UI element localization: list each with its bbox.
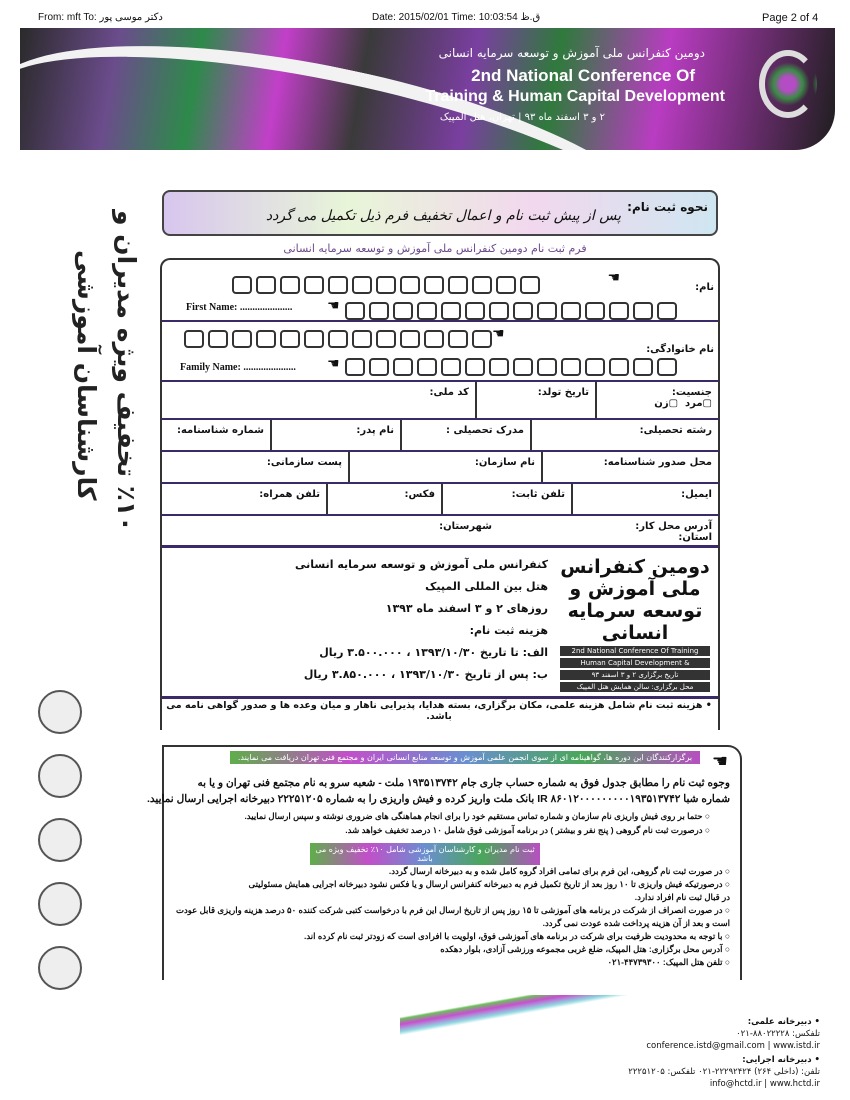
char-box[interactable] (609, 358, 629, 376)
char-box[interactable] (609, 302, 629, 320)
sponsor-logo-icon (38, 946, 82, 990)
char-box[interactable] (585, 302, 605, 320)
char-box[interactable] (424, 330, 444, 348)
gender-cell (595, 382, 718, 418)
char-box[interactable] (256, 276, 276, 294)
char-box[interactable] (352, 276, 372, 294)
char-box[interactable] (513, 302, 533, 320)
char-box[interactable] (376, 276, 396, 294)
organization-row (162, 452, 718, 484)
logo-en-1: 2nd National Conference Of Training (560, 646, 710, 656)
sci-fax: تلفکس: ۸۸۰۲۲۲۲۸-۰۲۱ (736, 1029, 820, 1039)
char-box[interactable] (657, 358, 677, 376)
exec-web[interactable]: info@hctd.ir | www.hctd.ir (709, 1079, 820, 1089)
char-box[interactable] (489, 358, 509, 376)
work-address-field[interactable]: آدرس محل کار: استان: (635, 521, 712, 543)
char-box[interactable] (328, 276, 348, 294)
female-option[interactable]: ▢زن (654, 398, 679, 409)
pointing-hand-icon: ☚ (607, 270, 620, 286)
registration-form (160, 258, 720, 730)
char-box[interactable] (352, 330, 372, 348)
bullet: ○ آدرس محل برگزاری: هتل المپیک، ضلع غربی مجموعه ورزشی آزادی، بلوار دهکده (440, 944, 730, 954)
char-box[interactable] (393, 302, 413, 320)
info-line: کنفرانس ملی آموزش و توسعه سرمایه انسانی (295, 558, 548, 571)
family-name-label: نام خانوادگی: (646, 344, 714, 355)
first-name-label: نام: (695, 282, 714, 293)
char-box[interactable] (376, 330, 396, 348)
info-line: هزینه ثبت نام: (469, 624, 548, 637)
registration-heading: نحوه ثبت نام: (627, 200, 708, 214)
char-box[interactable] (345, 358, 365, 376)
family-name-row (162, 322, 718, 382)
registration-box (162, 190, 718, 236)
char-box[interactable] (417, 358, 437, 376)
char-box[interactable] (280, 330, 300, 348)
char-box[interactable] (561, 302, 581, 320)
char-box[interactable] (424, 276, 444, 294)
pointing-hand-icon: ☚ (492, 326, 505, 342)
logo-place: محل برگزاری: سالن همایش هتل المپیک (560, 682, 710, 692)
family-name-en-boxes[interactable] (345, 358, 677, 376)
father-name-field[interactable]: نام پدر: (270, 420, 400, 450)
city-field[interactable]: شهرستان: (439, 521, 492, 532)
side-line-2: کارشناسان آموزشی (72, 250, 101, 501)
char-box[interactable] (369, 302, 389, 320)
info-line: روزهای ۲ و ۳ اسفند ماه ۱۳۹۳ (385, 602, 548, 615)
iran-emblem-icon (38, 690, 82, 734)
family-name-fa-boxes[interactable] (184, 330, 492, 348)
info-line: هتل بین المللی المپیک (425, 580, 548, 593)
degree-field[interactable]: مدرک تحصیلی : (400, 420, 530, 450)
char-box[interactable] (448, 276, 468, 294)
char-box[interactable] (472, 276, 492, 294)
char-box[interactable] (208, 330, 228, 348)
address-row (162, 516, 718, 548)
char-box[interactable] (280, 276, 300, 294)
info-line: الف: تا تاریخ ۱۳۹۳/۱۰/۳۰ ، ۳.۵۰۰.۰۰۰ ریال (319, 646, 548, 659)
bullet: در قبال ثبت نام افراد ندارد. (634, 892, 730, 902)
first-name-en-label: First Name: ..................... (186, 302, 293, 313)
logo-en-2: & Human Capital Development (560, 658, 710, 668)
info-line: ب: پس از تاریخ ۱۳۹۳/۱۰/۳۰ ، ۳.۸۵۰.۰۰۰ ریال (303, 668, 548, 681)
first-name-en-boxes[interactable] (345, 302, 677, 320)
char-box[interactable] (472, 330, 492, 348)
male-option[interactable]: ▢مرد (685, 398, 712, 409)
first-name-fa-boxes[interactable] (232, 276, 540, 294)
gender-row (162, 382, 718, 420)
char-box[interactable] (328, 330, 348, 348)
char-box[interactable] (657, 302, 677, 320)
phone-field[interactable]: تلفن ثابت: (441, 484, 571, 514)
fax-date: Date: 2015/02/01 Time: 10:03:54 ق.ظ (372, 12, 541, 23)
sponsor-logo-icon (38, 754, 82, 798)
payment-terms-box (146, 745, 742, 980)
char-box[interactable] (585, 358, 605, 376)
female-label: زن (654, 398, 669, 409)
char-box[interactable] (465, 358, 485, 376)
discount-stripe: ثبت نام مدیران و کارشناسان آموزشی شامل ۱۰٪ تخفیف ویژه می باشد (310, 843, 540, 865)
birth-date-field[interactable]: تاریخ تولد: (475, 382, 595, 418)
char-box[interactable] (417, 302, 437, 320)
family-name-en-label: Family Name: ..................... (180, 362, 296, 373)
sponsor-logos (30, 690, 90, 1010)
char-box[interactable] (561, 358, 581, 376)
fee-note: • هزینه ثبت نام شامل هزینه علمی، مکان برگزاری، بسته هدایا، پذیرایی ناهار و میان وعده ها و صدور گواهی نامه می باشد. (166, 700, 712, 722)
education-row (162, 420, 718, 452)
payment-line-2: شماره شبا IR ۸۶۰۱۲۰۰۰۰۰۰۰۰۰۱۹۳۵۱۳۷۴۲ بانک ملت واریز کرده و فیش واریزی را به شماره ۲۲۲۵۱۲۰۵ دبیرخانه اجرایی ارسال نمایید. (146, 793, 730, 805)
banner-fa-title: دومین کنفرانس ملی آموزش و توسعه سرمایه انسانی (438, 46, 705, 60)
id-issue-place-field[interactable]: محل صدور شناسنامه: (541, 452, 718, 482)
id-number-field[interactable]: شماره شناسنامه: (176, 425, 264, 436)
bullet: ○ حتما بر روی فیش واریزی نام سازمان و شماره تماس مستقیم خود را برای انجام هماهنگی های ضروری نوشته و سپس ارسال نمایید. (244, 811, 710, 821)
char-box[interactable] (633, 358, 653, 376)
form-title: فرم ثبت نام دومین کنفرانس ملی آموزش و توسعه سرمایه انسانی (283, 242, 587, 255)
bullet: ○ در صورت ثبت نام گروهی، این فرم برای تمامی افراد گروه کامل شده و به دبیرخانه ارسال گردد. (388, 866, 730, 876)
char-box[interactable] (393, 358, 413, 376)
char-box[interactable] (304, 276, 324, 294)
char-box[interactable] (400, 330, 420, 348)
position-field[interactable]: پست سازمانی: (266, 457, 342, 468)
payment-line-1: وجوه ثبت نام را مطابق جدول فوق به شماره حساب جاری جام ۱۹۳۵۱۳۷۴۲ ملت - شعبه سرو به نام مجتمع فنی تهران و یا به (197, 777, 730, 789)
char-box[interactable] (520, 276, 540, 294)
organization-field[interactable]: نام سازمان: (348, 452, 541, 482)
char-box[interactable] (465, 302, 485, 320)
conference-logo (560, 556, 710, 692)
char-box[interactable] (496, 276, 516, 294)
char-box[interactable] (441, 302, 461, 320)
char-box[interactable] (256, 330, 276, 348)
bullet: ○ تلفن هتل المپیک: ۴۴۷۳۹۳۰۰-۰۲۱ (607, 957, 730, 967)
char-box[interactable] (633, 302, 653, 320)
pointing-hand-icon: ☚ (711, 751, 728, 772)
logo-fa-title: دومین کنفرانس ملی آموزش و توسعه سرمایه انسانی (560, 556, 710, 644)
registration-instruction: پس از پیش ثبت نام و اعمال تخفیف فرم ذیل تکمیل می گردد (265, 208, 621, 224)
char-box[interactable] (489, 302, 509, 320)
char-box[interactable] (369, 358, 389, 376)
certificate-stripe: برگزارکنندگان این دوره ها، گواهینامه ای از سوی انجمن علمی آموزش و توسعه منابع انسانی ایران و مجتمع فنی تهران دریافت می نمایند. (230, 751, 700, 764)
national-code-field[interactable]: کد ملی: (429, 387, 469, 398)
sci-secretariat-title: • دبیرخانه علمی: (747, 1017, 820, 1027)
pointing-hand-icon: ☚ (327, 356, 340, 372)
bullet: ○ درصورت ثبت نام گروهی ( پنج نفر و بیشتر ) در برنامه آموزشی فوق شامل ۱۰ درصد تخفیف خواهد شد. (345, 825, 710, 835)
fax-field[interactable]: فکس: (326, 484, 441, 514)
terms-list (172, 865, 730, 969)
conference-banner (20, 28, 835, 150)
sponsor-logo-icon (38, 818, 82, 862)
bullet: است و بعد از آن هزینه پرداخت شده عودت نمی گردد. (542, 918, 730, 928)
fax-page: Page 2 of 4 (762, 12, 819, 24)
side-line-1: ٪۱۰ تخفیف ویژه مدیران و (112, 210, 141, 532)
bullet: ○ با توجه به محدودیت ظرفیت برای شرکت در برنامه های آموزشی فوق، اولویت با افرادی است که زودتر ثبت نام کرده اند. (303, 931, 730, 941)
pointing-hand-icon: ☚ (327, 298, 340, 314)
char-box[interactable] (513, 358, 533, 376)
divider (162, 696, 718, 699)
bullet: ○ درصورتیکه فیش واریزی تا ۱۰ روز بعد از تاریخ تکمیل فرم به دبیرخانه کنفرانس ارسال و یا فکس نشود دبیرخانه اجرایی همایش مسئولیتی (248, 879, 730, 889)
banner-en-title-2: Training & Human Capital Development (425, 88, 725, 105)
exec-secretariat-title: • دبیرخانه اجرایی: (742, 1055, 820, 1065)
conference-info (295, 554, 548, 686)
char-box[interactable] (400, 276, 420, 294)
banner-subtitle: ۲ و ۳ اسفند ماه ۹۳ | تهران، هتل المپیک (439, 112, 605, 123)
char-box[interactable] (345, 302, 365, 320)
bullet: ○ در صورت انصراف از شرکت در برنامه های آموزشی تا ۱۵ روز پس از تاریخ ارسال این فرم با درخواست کتبی شرکت کننده ۵۰ درصد هزینه واریزی قابل عودت (175, 905, 730, 915)
char-box[interactable] (304, 330, 324, 348)
discount-side-banner (62, 210, 162, 610)
char-box[interactable] (232, 330, 252, 348)
char-box[interactable] (537, 302, 557, 320)
char-box[interactable] (232, 276, 252, 294)
field-of-study-field[interactable]: رشته تحصیلی: (530, 420, 718, 450)
char-box[interactable] (537, 358, 557, 376)
gender-label: جنسیت: (671, 387, 712, 398)
conference-logo-icon (759, 50, 817, 118)
banner-en-title-1: 2nd National Conference Of (471, 66, 695, 85)
fax-sender: From: mft To: دکتر موسی پور (38, 12, 163, 23)
char-box[interactable] (448, 330, 468, 348)
logo-date: تاریخ برگزاری ۲ و ۳ اسفند ۹۳ (560, 670, 710, 680)
first-name-row (162, 260, 718, 322)
sci-web[interactable]: conference.istd@gmail.com | www.istd.ir (646, 1041, 820, 1051)
char-box[interactable] (441, 358, 461, 376)
footer (400, 995, 850, 1100)
sponsor-logo-icon (38, 882, 82, 926)
mobile-field[interactable]: تلفن همراه: (259, 489, 320, 500)
email-field[interactable]: ایمیل: (571, 484, 718, 514)
male-label: مرد (685, 398, 703, 409)
char-box[interactable] (184, 330, 204, 348)
exec-phone: تلفن: (داخلی ۲۶۴) ۲۲۲۹۲۴۲۴-۰۲۱ تلفکس: ۲۲۲۵۱۲۰۵ (628, 1067, 820, 1077)
contact-row (162, 484, 718, 516)
